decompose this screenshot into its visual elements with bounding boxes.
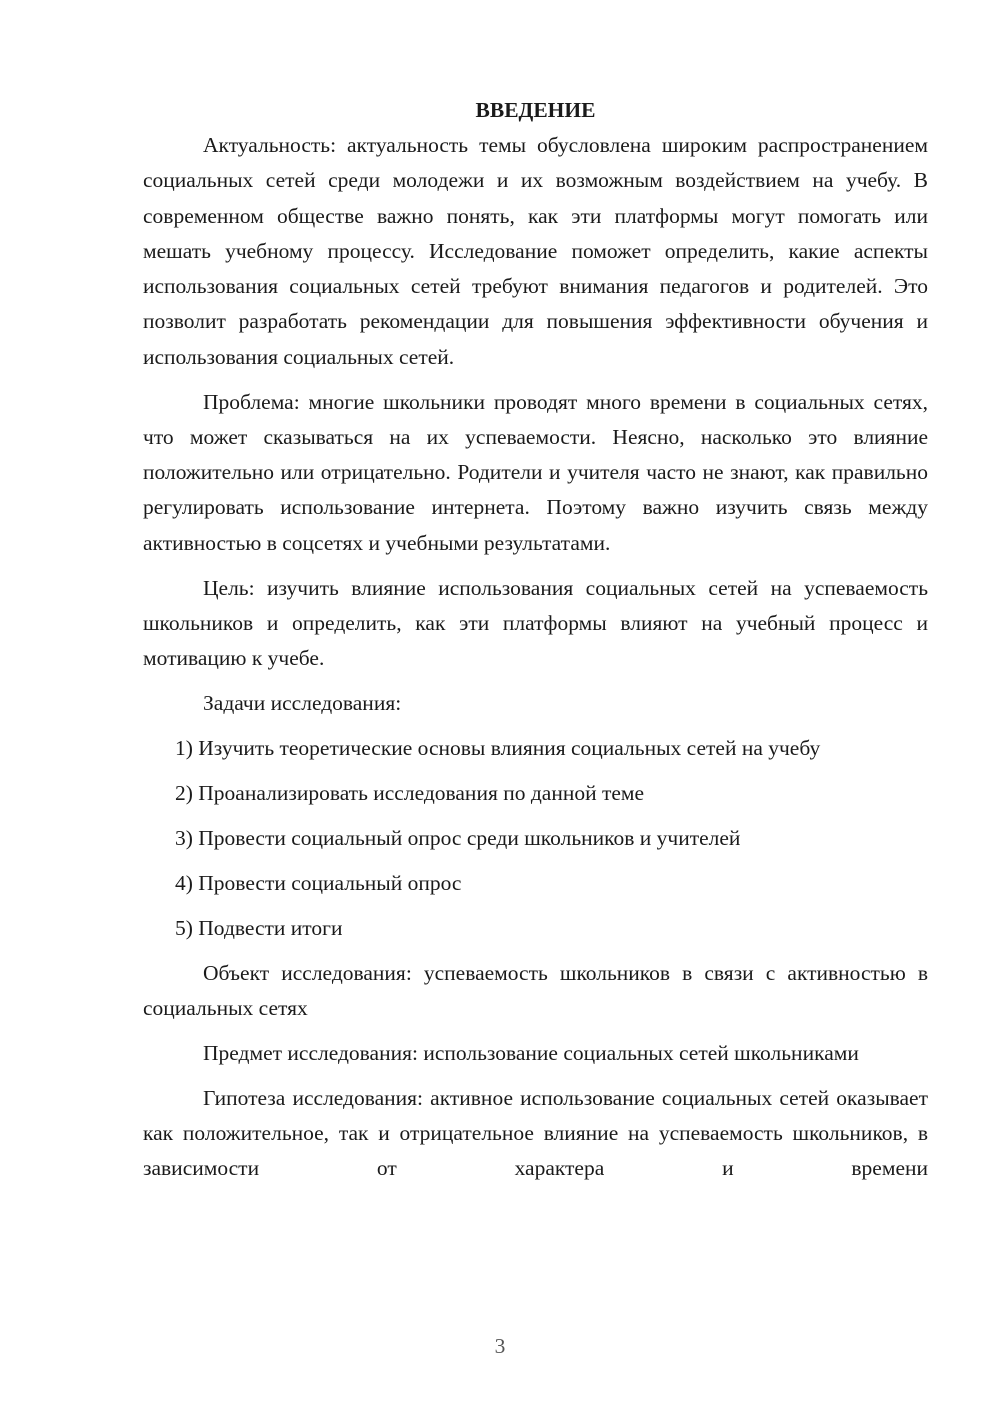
list-item: 5) Подвести итоги: [175, 915, 343, 940]
hypothesis-paragraph: Гипотеза исследования: активное использование социальных сетей оказывает как положительное, так и отрицательное влияние на успеваемость школьников, в зависимости от характера и времени: [143, 1085, 928, 1181]
goal-paragraph: Цель: изучить влияние использования социальных сетей на успеваемость школьников и определить, как эти платформы влияют на учебный процесс и мотивацию к учебе.: [143, 575, 928, 671]
list-item: 2) Проанализировать исследования по данной теме: [175, 780, 645, 805]
tasks-list: [143, 731, 928, 946]
list-item: 1) Изучить теоретические основы влияния социальных сетей на учебу: [175, 735, 821, 760]
object-paragraph: Объект исследования: успеваемость школьников в связи с активностью в социальных сетях: [143, 960, 928, 1021]
list-item: 3) Провести социальный опрос среди школьников и учителей: [175, 825, 741, 850]
tasks-title: Задачи исследования:: [203, 690, 402, 715]
subject-paragraph: Предмет исследования: использование социальных сетей школьниками: [203, 1041, 859, 1066]
page-heading: ВВЕДЕНИЕ: [475, 98, 596, 122]
problem-paragraph: Проблема: многие школьники проводят много времени в социальных сетях, что может сказываться на их успеваемости. Неясно, насколько это влияние положительно или отрицательно. Родители и учителя часто не знают, как правильно регулировать использование интернета. Поэтому важно изучить связь между активностью в соцсетях и учебными результатами.: [143, 389, 928, 555]
list-item: 4) Провести социальный опрос: [175, 870, 462, 895]
document-page: [143, 92, 928, 1196]
page-number: 3: [494, 1334, 506, 1358]
relevance-paragraph: Актуальность: актуальность темы обусловлена широким распространением социальных сетей среди молодежи и их возможным воздействием на учебу. В современном обществе важно понять, как эти платформы могут помогать или мешать учебному процессу. Исследование поможет определить, какие аспекты использования социальных сетей требуют внимания педагогов и родителей. Это позволит разработать рекомендации для повышения эффективности обучения и использования социальных сетей.: [143, 133, 928, 369]
